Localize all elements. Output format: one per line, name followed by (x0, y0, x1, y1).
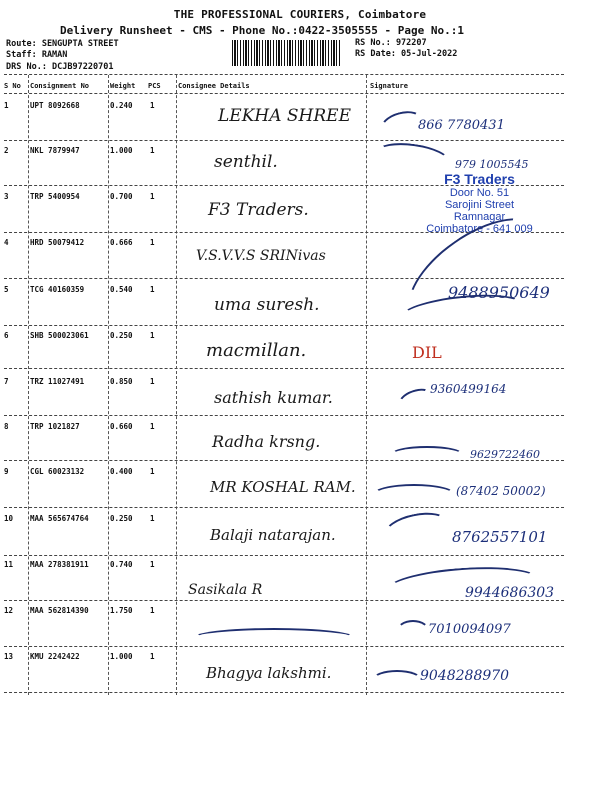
row-pcs: 1 (150, 606, 155, 615)
row-weight: 0.660 (110, 422, 133, 431)
row-sno: 7 (4, 377, 9, 386)
divider (4, 600, 564, 601)
row-weight: 0.700 (110, 192, 133, 201)
divider (4, 692, 564, 693)
column-separator (28, 75, 29, 695)
signature-note: 9048288970 (420, 668, 510, 684)
divider (4, 140, 564, 141)
signature-scribble (372, 670, 422, 690)
col-header-pcs: PCS (148, 82, 161, 90)
signature-note: 9944686303 (465, 585, 555, 601)
row-weight: 1.750 (110, 606, 133, 615)
rs-number: RS No.: 972207 (355, 38, 427, 48)
row-consignment: CGL 60023132 (30, 467, 85, 476)
stamp-line: Coimbatore - 641 009 (426, 223, 533, 235)
row-sno: 3 (4, 192, 9, 201)
signature-scribble (382, 508, 450, 549)
row-sno: 1 (4, 101, 9, 110)
row-consignment: HRD 50079412 (30, 238, 85, 247)
consignee-name: Sasikala R (188, 582, 263, 598)
rs-date: RS Date: 05-Jul-2022 (355, 49, 458, 59)
row-pcs: 1 (150, 285, 155, 294)
consignee-name: senthil. (214, 152, 278, 172)
consignee-name: uma suresh. (214, 295, 320, 315)
route-label: Route: SENGUPTA STREET (6, 39, 119, 49)
consignee-name: Balaji natarajan. (210, 526, 336, 544)
consignee-name: Radha krsng. (212, 432, 321, 451)
row-sno: 9 (4, 467, 9, 476)
divider (4, 74, 564, 75)
row-pcs: 1 (150, 238, 155, 247)
row-sno: 12 (4, 606, 14, 615)
divider (4, 507, 564, 508)
row-consignment: TRZ 11027491 (30, 377, 85, 386)
row-consignment: TCG 40160359 (30, 285, 85, 294)
signature-note: (87402 50002) (456, 484, 546, 498)
drs-number: DRS No.: DCJB97220701 (6, 62, 114, 72)
signature-note: 7010094097 (428, 622, 511, 637)
consignee-name: MR KOSHAL RAM. (210, 478, 356, 496)
signature-scribble (372, 484, 456, 506)
row-weight: 0.740 (110, 560, 133, 569)
row-consignment: MAA 278381911 (30, 560, 89, 569)
row-pcs: 1 (150, 467, 155, 476)
row-pcs: 1 (150, 192, 155, 201)
col-header-weight: Weight (110, 82, 136, 90)
row-consignment: MAA 565674764 (30, 514, 89, 523)
row-consignment: NKL 7879947 (30, 146, 80, 155)
row-weight: 1.000 (110, 652, 133, 661)
consignee-name: F3 Traders. (208, 200, 309, 220)
column-separator (108, 75, 109, 695)
consignee-handwriting-scribble (192, 628, 356, 648)
row-consignment: SHB 500023061 (30, 331, 89, 340)
runsheet-title: THE PROFESSIONAL COURIERS, Coimbatore (173, 8, 427, 21)
row-pcs: 1 (150, 652, 155, 661)
consignee-name: V.S.V.V.S SRINivas (196, 248, 326, 264)
row-pcs: 1 (150, 101, 155, 110)
row-weight: 0.240 (110, 101, 133, 110)
row-pcs: 1 (150, 560, 155, 569)
signature-scribble (390, 446, 464, 464)
row-consignment: KMU 2242422 (30, 652, 80, 661)
row-weight: 0.250 (110, 514, 133, 523)
stamp-line: Ramnagar (453, 211, 506, 223)
row-consignment: TRP 5400954 (30, 192, 80, 201)
divider (4, 555, 564, 556)
row-sno: 11 (4, 560, 14, 569)
barcode-image (232, 40, 340, 66)
signature-note: 8762557101 (452, 528, 548, 546)
row-pcs: 1 (150, 514, 155, 523)
col-header-consignment: Consignment No (30, 82, 90, 90)
stamp-name: F3 Traders (444, 171, 515, 187)
row-weight: 1.000 (110, 146, 133, 155)
consignee-name: macmillan. (206, 340, 307, 361)
row-sno: 8 (4, 422, 9, 431)
divider (4, 415, 564, 416)
row-sno: 4 (4, 238, 9, 247)
signature-note: 979 1005545 (455, 158, 529, 171)
signature-scribble (377, 107, 426, 144)
consignee-name: LEKHA SHREE (218, 106, 351, 126)
col-header-consignee: Consignee Details (178, 82, 250, 90)
consignee-name: sathish kumar. (214, 388, 333, 407)
row-sno: 2 (4, 146, 9, 155)
signature-note: 866 7780431 (418, 118, 505, 133)
stamp-line: Door No. 51 (449, 187, 510, 199)
row-sno: 5 (4, 285, 9, 294)
signature-scribble (375, 139, 452, 175)
row-weight: 0.850 (110, 377, 133, 386)
divider (4, 325, 564, 326)
divider (4, 368, 564, 369)
row-consignment: UPT 8092668 (30, 101, 80, 110)
row-sno: 13 (4, 652, 14, 661)
signature-note: 9360499164 (430, 382, 507, 396)
row-weight: 0.250 (110, 331, 133, 340)
row-consignment: MAA 562814390 (30, 606, 89, 615)
consignee-name: Bhagya lakshmi. (206, 664, 332, 682)
signature-note: DIL (412, 343, 442, 362)
col-header-sno: S No (4, 82, 21, 90)
row-weight: 0.540 (110, 285, 133, 294)
row-sno: 10 (4, 514, 14, 523)
signature-scribble (396, 620, 430, 644)
signature-note: 9488950649 (448, 283, 550, 302)
row-pcs: 1 (150, 331, 155, 340)
runsheet-subtitle: Delivery Runsheet - CMS - Phone No.:0422-3505555 - Page No.:1 (60, 24, 464, 37)
row-sno: 6 (4, 331, 9, 340)
row-pcs: 1 (150, 377, 155, 386)
column-separator (176, 75, 177, 695)
divider (4, 646, 564, 647)
divider (4, 278, 564, 279)
column-separator (366, 75, 367, 695)
stamp-line: Sarojini Street (444, 199, 515, 211)
col-header-signature: Signature (370, 82, 408, 90)
signature-note: 9629722460 (470, 448, 540, 461)
row-weight: 0.400 (110, 467, 133, 476)
divider (4, 93, 564, 94)
row-pcs: 1 (150, 146, 155, 155)
row-pcs: 1 (150, 422, 155, 431)
staff-label: Staff: RAMAN (6, 50, 68, 60)
signature-scribble (396, 385, 434, 414)
divider (4, 460, 564, 461)
row-consignment: TRP 1021827 (30, 422, 80, 431)
row-weight: 0.666 (110, 238, 133, 247)
